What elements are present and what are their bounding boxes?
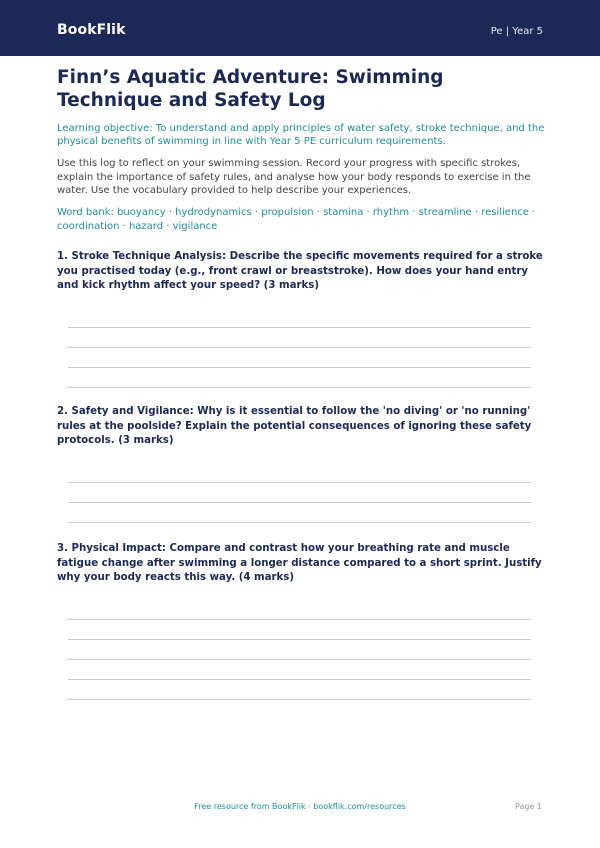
header-bar [0, 0, 600, 56]
brand-logo[interactable]: BookFlik [57, 22, 126, 38]
answer-line[interactable] [68, 327, 531, 328]
subject-label: Pe | Year 5 [490, 26, 543, 37]
answer-line[interactable] [68, 699, 531, 700]
answer-line[interactable] [68, 522, 531, 523]
question-3: 3. Physical Impact: Compare and contrast how your breathing rate and muscle fatigue change after swimming a longer distance compared to a short sprint. Justify why your body reacts this way. (4 marks) [57, 543, 542, 583]
question-2: 2. Safety and Vigilance: Why is it essential to follow the 'no diving' or 'no running' rules at the poolside? Explain the potential consequences of ignoring these safety protocols. (3 marks) [57, 406, 532, 446]
page-number: Page 1 [515, 802, 542, 811]
answer-line[interactable] [68, 502, 531, 503]
footer-resource-link[interactable]: Free resource from BookFlik · bookflik.com/resources [194, 802, 406, 811]
answer-line[interactable] [68, 347, 531, 348]
answer-line[interactable] [68, 619, 531, 620]
answer-line[interactable] [68, 367, 531, 368]
word-bank: Word bank: buoyancy · hydrodynamics · propulsion · stamina · rhythm · streamline · resilience · coordination · hazard · vigilance [57, 207, 536, 232]
question-1: 1. Stroke Technique Analysis: Describe the specific movements required for a stroke you practised today (e.g., front crawl or breaststroke). How does your hand entry and kick rhythm affect your speed? (3 marks) [57, 251, 543, 291]
answer-line[interactable] [68, 679, 531, 680]
answer-line[interactable] [68, 659, 531, 660]
answer-line[interactable] [68, 387, 531, 388]
answer-line[interactable] [68, 482, 531, 483]
page-title: Finn’s Aquatic Adventure: Swimming Technique and Safety Log [57, 67, 444, 111]
learning-objective: Learning objective: To understand and apply principles of water safety, stroke technique, and the physical benefits of swimming in line with Year 5 PE curriculum requirements. [57, 123, 545, 147]
answer-line[interactable] [68, 639, 531, 640]
intro-text: Use this log to reflect on your swimming session. Record your progress with specific strokes, explain the importance of safety rules, and analyse how your body responds to exercise in the water. Use the vocabulary provided to help describe your experiences. [57, 158, 531, 196]
